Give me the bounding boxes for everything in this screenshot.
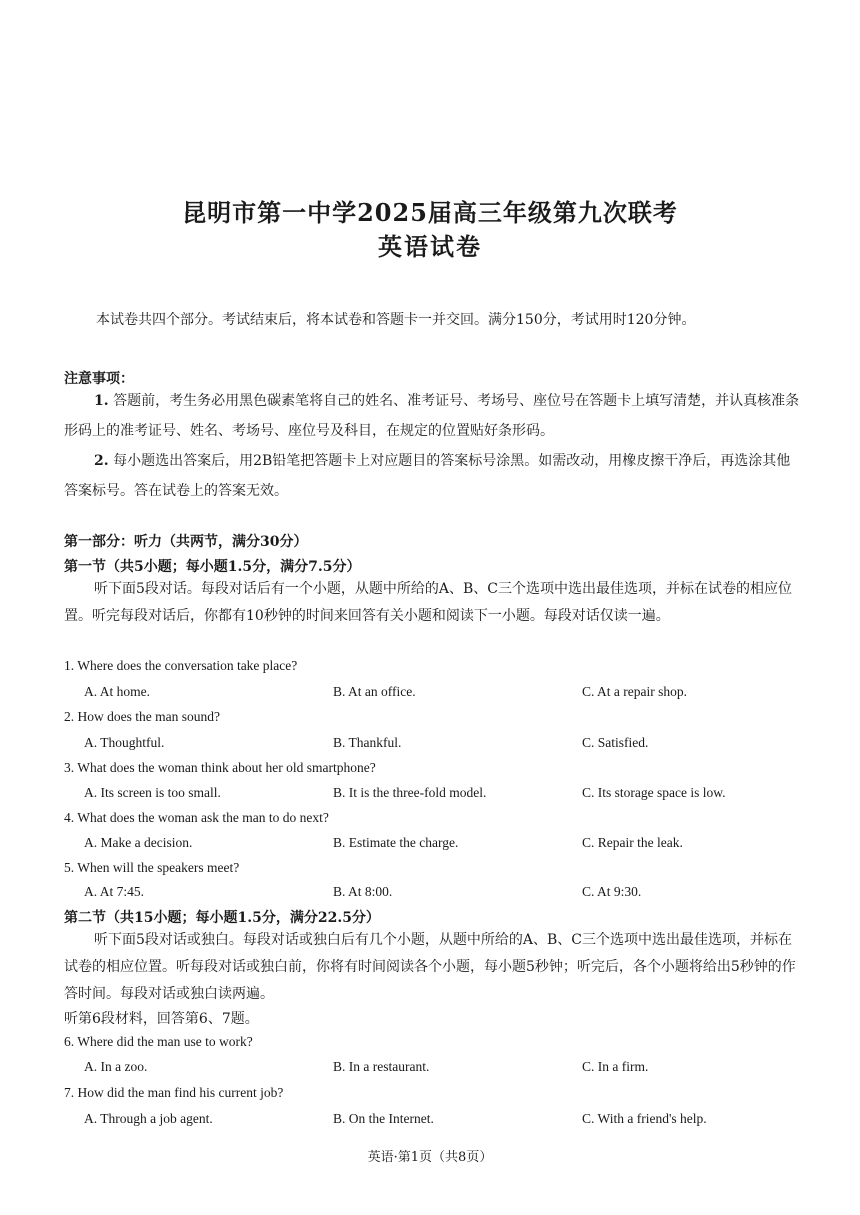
question-5-option-c: C. At 9:30. xyxy=(582,884,642,899)
exam-intro: 本试卷共四个部分。考试结束后，将本试卷和答题卡一并交回。满分150分，考试用时120分钟。 xyxy=(96,312,696,328)
question-3-stem: 3. What does the woman think about her old smartphone? xyxy=(64,760,376,775)
question-6-option-b: B. In a restaurant. xyxy=(333,1059,430,1074)
question-2-option-b: B. Thankful. xyxy=(333,735,402,750)
notice-item-2 xyxy=(64,446,804,506)
question-2-option-a: A. Thoughtful. xyxy=(84,735,165,750)
exam-subject-title: 英语试卷 xyxy=(378,232,482,261)
notice-heading: 注意事项： xyxy=(64,371,134,387)
question-3-option-c: C. Its storage space is low. xyxy=(582,785,726,800)
question-1-option-b: B. At an office. xyxy=(333,684,416,699)
question-3-option-a: A. Its screen is too small. xyxy=(84,785,221,800)
question-4-option-c: C. Repair the leak. xyxy=(582,835,683,850)
question-5-option-b: B. At 8:00. xyxy=(333,884,393,899)
question-2-stem: 2. How does the man sound? xyxy=(64,709,220,724)
question-3-option-b: B. It is the three-fold model. xyxy=(333,785,487,800)
section1-heading: 第一节（共5小题；每小题1.5分，满分7.5分） xyxy=(64,559,361,575)
notice-item-text: 每小题选出答案后，用2B铅笔把答题卡上对应题目的答案标号涂黑。如需改动，用橡皮擦干净后，再选涂其他答案标号。答在试卷上的答案无效。 xyxy=(64,453,791,499)
question-4-option-b: B. Estimate the charge. xyxy=(333,835,459,850)
question-7-option-a: A. Through a job agent. xyxy=(84,1111,213,1126)
notice-item-1 xyxy=(64,386,804,446)
material-note: 听第6段材料，回答第6、7题。 xyxy=(64,1011,259,1027)
question-1-option-c: C. At a repair shop. xyxy=(582,684,687,699)
section2-instructions: 听下面5段对话或独白。每段对话或独白后有几个小题，从题中所给的A、B、C三个选项中选出最佳选项，并标在试卷的相应位置。听每段对话或独白前，你将有时间阅读各个小题，每小题5秒钟；听完后，各个小题将给出5秒钟的作答时间。每段对话或独白读两遍。 xyxy=(64,932,796,1002)
section2-heading: 第二节（共15小题；每小题1.5分，满分22.5分） xyxy=(64,910,380,926)
title-block xyxy=(0,196,860,264)
question-6-stem: 6. Where did the man use to work? xyxy=(64,1034,253,1049)
question-6-option-c: C. In a firm. xyxy=(582,1059,649,1074)
question-6-option-a: A. In a zoo. xyxy=(84,1059,148,1074)
page-footer: 英语·第1页（共8页） xyxy=(367,1150,493,1165)
question-5-stem: 5. When will the speakers meet? xyxy=(64,860,240,875)
question-5-option-a: A. At 7:45. xyxy=(84,884,145,899)
question-2-option-c: C. Satisfied. xyxy=(582,735,649,750)
part1-heading: 第一部分：听力（共两节，满分30分） xyxy=(64,534,308,550)
notice-item-number: 1. xyxy=(94,393,109,409)
section1-instructions: 听下面5段对话。每段对话后有一个小题，从题中所给的A、B、C三个选项中选出最佳选项，并标在试卷的相应位置。听完每段对话后，你都有10秒钟的时间来回答有关小题和阅读下一小题。每段对话仅读一遍。 xyxy=(64,581,793,624)
question-4-stem: 4. What does the woman ask the man to do next? xyxy=(64,810,329,825)
exam-title: 昆明市第一中学2025届高三年级第九次联考 xyxy=(182,198,678,227)
notice-item-number: 2. xyxy=(94,453,109,469)
question-1-option-a: A. At home. xyxy=(84,684,150,699)
question-1-stem: 1. Where does the conversation take place? xyxy=(64,658,298,673)
notice-item-text: 答题前，考生务必用黑色碳素笔将自己的姓名、准考证号、考场号、座位号在答题卡上填写清楚，并认真核准条形码上的准考证号、姓名、考场号、座位号及科目，在规定的位置贴好条形码。 xyxy=(64,393,800,439)
question-7-option-b: B. On the Internet. xyxy=(333,1111,434,1126)
question-7-option-c: C. With a friend's help. xyxy=(582,1111,707,1126)
question-4-option-a: A. Make a decision. xyxy=(84,835,193,850)
question-7-stem: 7. How did the man find his current job? xyxy=(64,1085,284,1100)
